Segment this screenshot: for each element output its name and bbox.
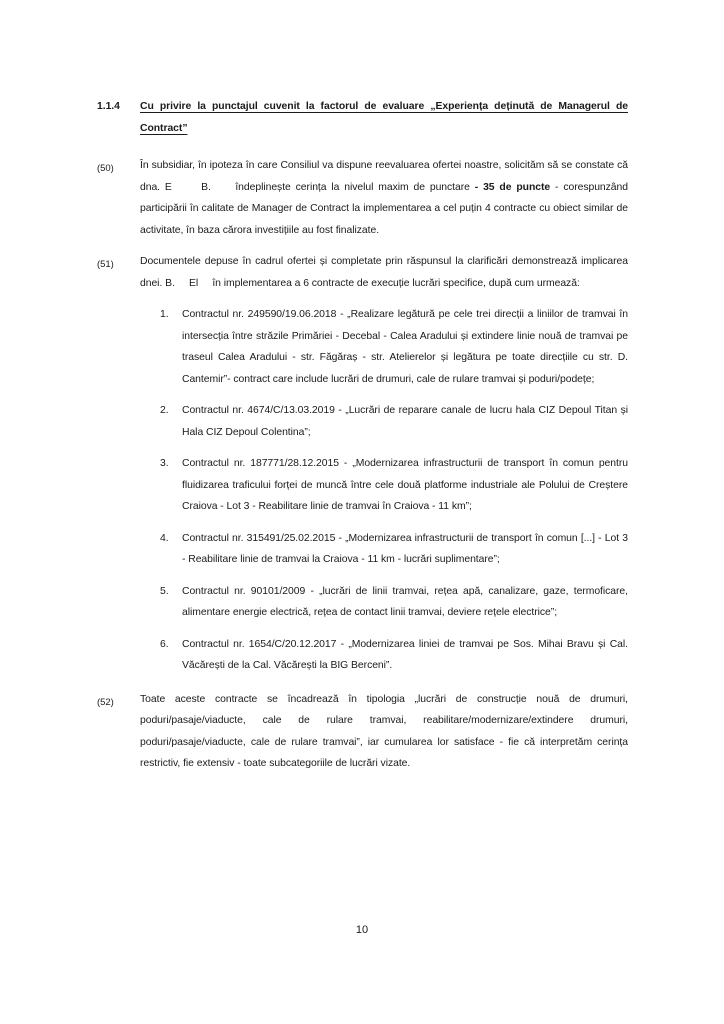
- paragraph-51-text: Documentele depuse în cadrul ofertei și completate prin răspunsul la clarificări demonstrează implicarea dnei. B. El în implementarea a 6 contracte de execuție lucrări specifice, după cum urmează:: [140, 256, 628, 289]
- section-heading-text: Cu privire la punctajul cuvenit la factorul de evaluare „Experiența deținută de Managerul de Contract”: [140, 101, 628, 134]
- contract-item-1: [160, 304, 628, 390]
- paragraph-50-text: [140, 155, 628, 241]
- paragraph-52-number: (52): [97, 696, 114, 708]
- contract-item-2-number: 2.: [160, 405, 169, 416]
- page-number: 10: [355, 924, 369, 936]
- paragraph-52: [97, 689, 628, 775]
- contract-item-3: [160, 453, 628, 518]
- paragraph-51-number: (51): [97, 259, 114, 270]
- contract-item-4-number: 4.: [160, 532, 169, 544]
- contract-item-5-number: 5.: [160, 585, 169, 597]
- contract-item-2: [160, 400, 628, 443]
- contract-item-3-text: Contractul nr. 187771/28.12.2015 - „Modernizarea infrastructurii de transport în comun pentru fluidizarea traficului forței de muncă între cele două platforme industriale ale Polului de Creștere Craiova - Lot 3 - Reabilitare linie de tramvai în Craiova - 11 km”;: [182, 458, 628, 512]
- contract-item-6-number: 6.: [160, 638, 169, 650]
- paragraph-50-bold-score: - 35 de puncte: [474, 181, 551, 193]
- section-heading: [97, 96, 628, 139]
- contract-list: [160, 304, 628, 677]
- section-number: 1.1.4: [97, 101, 120, 112]
- contract-item-1-text: Contractul nr. 249590/19.06.2018 - „Realizare legătură pe cele trei direcții a liniilor de tramvai în intersecția între străzile Primăriei - Decebal - Calea Aradului și extindere linie nouă de tramvai pe traseul Calea Aradului - str. Făgăraș - str. Atelierelor și legătura pe toate direcțiile cu str. D. Cantemir”- contract care include lucrări de drumuri, cale de rulare tramvai și poduri/podețe;: [182, 309, 628, 385]
- paragraph-50-text-before: În subsidiar, în ipoteza în care Consiliul va dispune reevaluarea ofertei noastre, solicităm să se constate că dna. E B. îndeplinește cerința la nivelul maxim de punctare: [140, 160, 628, 193]
- paragraph-50-number: (50): [97, 163, 114, 174]
- paragraph-50: [97, 155, 628, 241]
- document-content: [97, 96, 628, 785]
- contract-item-6-text: Contractul nr. 1654/C/20.12.2017 - „Modernizarea liniei de tramvai pe Sos. Mihai Bravu și Cal. Văcărești de la Cal. Văcărești la BIG Berceni”.: [182, 638, 628, 671]
- contract-item-4: [160, 528, 628, 571]
- contract-item-1-number: 1.: [160, 309, 169, 320]
- contract-item-2-text: Contractul nr. 4674/C/13.03.2019 - „Lucrări de reparare canale de lucru hala CIZ Depoul Titan și Hala CIZ Depoul Colentina”;: [182, 405, 628, 438]
- contract-item-4-text: Contractul nr. 315491/25.02.2015 - „Modernizarea infrastructurii de transport în comun [...] - Lot 3 - Reabilitare linie de tramvai la Craiova - 11 km - lucrări suplimentare”;: [182, 532, 628, 565]
- contract-item-5-text: Contractul nr. 90101/2009 - „lucrări de linii tramvai, rețea apă, canalizare, gaze, termoficare, alimentare energie electrică, rețea de contact linii tramvai, deviere rețele electrice”;: [182, 585, 628, 618]
- contract-item-3-number: 3.: [160, 458, 169, 469]
- paragraph-51: [97, 251, 628, 294]
- paragraph-50-text-after: - corespunzând participării în calitate de Manager de Contract la implementarea a cel puțin 4 contracte cu obiect similar de activitate, în baza cărora investițiile au fost finalizate.: [140, 181, 628, 236]
- contract-item-5: [160, 581, 628, 624]
- contract-item-6: [160, 634, 628, 677]
- paragraph-52-text: Toate aceste contracte se încadrează în tipologia „lucrări de construcție nouă de drumuri, poduri/pasaje/viaducte, cale de rulare tramvai, reabilitare/modernizare/extindere drumuri, poduri/pasaje/viaducte, cale de rulare tramvai”, iar cumularea lor satisface - fie că interpretăm cerința restrictiv, fie extensiv - toate subcategoriile de lucrări vizate.: [140, 693, 628, 769]
- section-heading-text-wrap: [140, 96, 628, 139]
